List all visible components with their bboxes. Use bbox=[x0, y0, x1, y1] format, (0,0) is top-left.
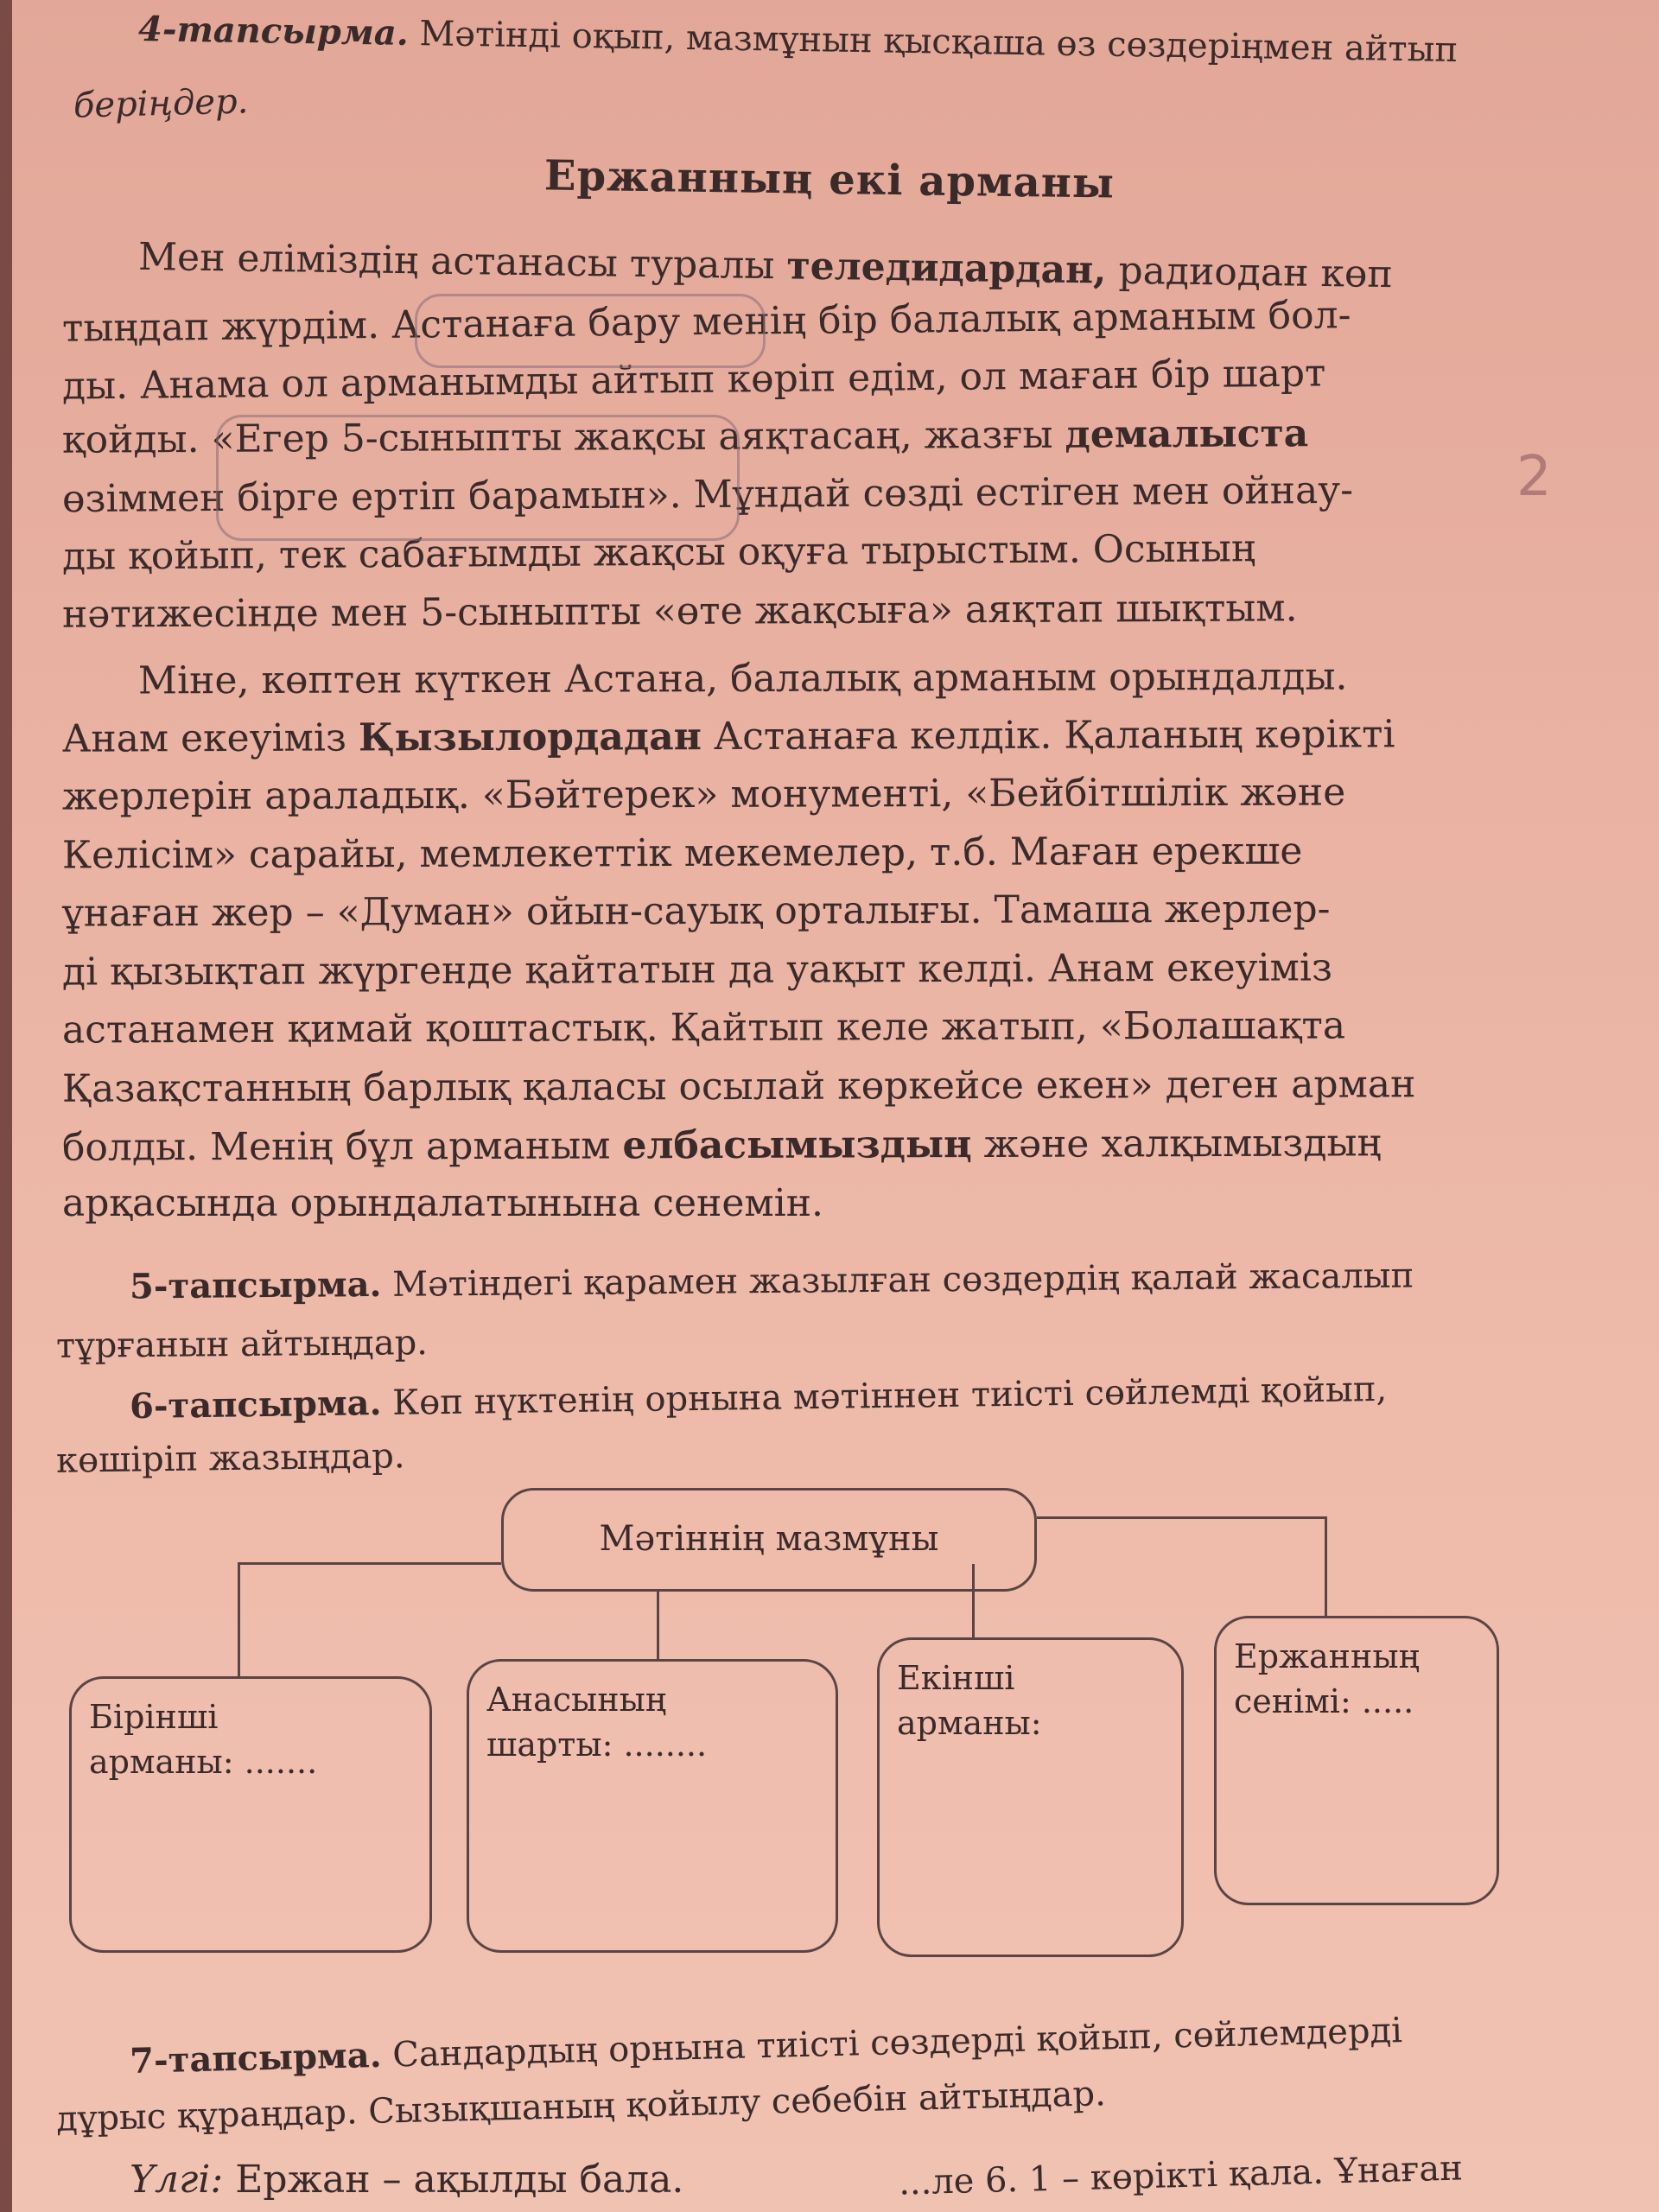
story-title: Ержанның екі арманы bbox=[543, 151, 1116, 208]
task6-line2: көшіріп жазыңдар. bbox=[55, 1436, 405, 1481]
p2-line2: Анам екеуіміз Қызылордадан Астанаға келдік. Қаланың көрікті bbox=[61, 712, 1395, 761]
p1-line1: Мен еліміздің астанасы туралы теледидардан, радиодан көп bbox=[137, 234, 1394, 297]
p2-line9: болды. Менің бұл арманым елбасымыздың және халқымыздың bbox=[61, 1121, 1382, 1170]
task4-number: 4-тапсырма. bbox=[137, 9, 410, 54]
p2-line8: Қазақстанның барлық қаласы осылай көркейсе екен» деген арман bbox=[61, 1062, 1416, 1111]
pen-bracket-mark bbox=[216, 415, 740, 541]
example-continuation: ...ле 6. 1 – көрікті қала. Ұнаған bbox=[898, 2148, 1464, 2203]
task7-line2: дұрыс құраңдар. Сызықшаның қойылу себебін айтыңдар. bbox=[55, 2074, 1107, 2139]
task5-number: 5-тапсырма. bbox=[129, 1263, 382, 1307]
connector-line bbox=[1037, 1516, 1326, 1519]
p1-line4: қойды. «Егер 5-сыныпты жақсы аяқтасаң, жазғы демалыста bbox=[61, 411, 1309, 462]
p2-line6: ді қызықтап жүргенде қайтатын да уақыт келді. Анам екеуіміз bbox=[61, 945, 1332, 995]
task5-text-1: Мәтіндегі қарамен жазылған сөздердің қалай жасалып bbox=[391, 1255, 1414, 1305]
connector-line bbox=[657, 1592, 659, 1661]
margin-handwritten-note: 2 bbox=[1516, 445, 1552, 509]
diagram-root-box: Мәтіннің мазмұны bbox=[501, 1488, 1037, 1592]
task4-line2: беріңдер. bbox=[73, 81, 249, 126]
diagram-box-first-dream: Бірінші арманы: ....... bbox=[69, 1676, 432, 1953]
p2-line7: астанамен қимай қоштастық. Қайтып келе жатып, «Болашақта bbox=[61, 1003, 1346, 1052]
connector-line bbox=[1325, 1516, 1327, 1618]
p2-line4: Келісім» сарайы, мемлекеттік мекемелер, т.б. Маған ерекше bbox=[61, 829, 1303, 878]
example-label: Үлгі: bbox=[130, 2158, 224, 2202]
task6-number: 6-тапсырма. bbox=[129, 1382, 382, 1427]
connector-line bbox=[238, 1562, 501, 1565]
p1-line3: ды. Анама ол арманымды айтып көріп едім, ол маған бір шарт bbox=[61, 351, 1326, 409]
p1-line5: өзіммен бірге ертіп барамын». Мұндай сөзді естіген мен ойнау- bbox=[61, 467, 1354, 522]
bold-word-elbasymyzdyn: елбасымыздың bbox=[622, 1122, 972, 1168]
example-text: Ержан – ақылды бала. bbox=[235, 2158, 684, 2202]
bold-word-kyzylordadan: Қызылордадан bbox=[358, 715, 702, 760]
task4-text-1: Мәтінді оқып, мазмұнын қысқаша өз сөздеріңмен айтып bbox=[419, 14, 1459, 70]
task7-number: 7-тапсырма. bbox=[129, 2034, 383, 2082]
p2-line1: Міне, көптен күткен Астана, балалық арманым орындалды. bbox=[137, 654, 1348, 703]
diagram-box-yerzhan-belief: Ержанның сенімі: ..... bbox=[1214, 1616, 1499, 1905]
pen-underline-mark bbox=[415, 294, 766, 368]
task6-text-1: Көп нүктенің орнына мәтіннен тиісті сөйлемді қойып, bbox=[391, 1369, 1388, 1423]
diagram-box-mother-condition: Анасының шарты: ........ bbox=[467, 1659, 838, 1953]
p1-line6: ды қойып, тек сабағымды жақсы оқуға тырыстым. Осының bbox=[61, 526, 1256, 579]
connector-line bbox=[238, 1562, 240, 1679]
example-line bbox=[130, 2156, 683, 2204]
p1-line2: тыңдап жүрдім. Астанаға бару менің бір балалық арманым бол- bbox=[61, 293, 1351, 351]
p1-line7: нәтижесінде мен 5-сыныпты «өте жақсыға» аяқтап шықтым. bbox=[61, 586, 1298, 637]
task5-line2: тұрғанын айтыңдар. bbox=[55, 1323, 429, 1366]
p2-line10: арқасында орындалатынына сенемін. bbox=[62, 1181, 824, 1225]
diagram-box-second-dream: Екінші арманы: bbox=[877, 1637, 1184, 1957]
p2-line5: ұнаған жер – «Думан» ойын-сауық орталығы. Тамаша жерлер- bbox=[61, 887, 1331, 936]
bold-word-demalysta: демалыста bbox=[1065, 411, 1309, 457]
page-edge bbox=[0, 0, 12, 2212]
p2-line3: жерлерін араладық. «Бәйтерек» монументі, «Бейбітшілік және bbox=[61, 770, 1346, 819]
bold-word-teledidardan: теледидардан, bbox=[786, 244, 1107, 293]
task7-text-1: Сандардың орнына тиісті сөздерді қойып, сөйлемдерді bbox=[391, 2011, 1403, 2075]
